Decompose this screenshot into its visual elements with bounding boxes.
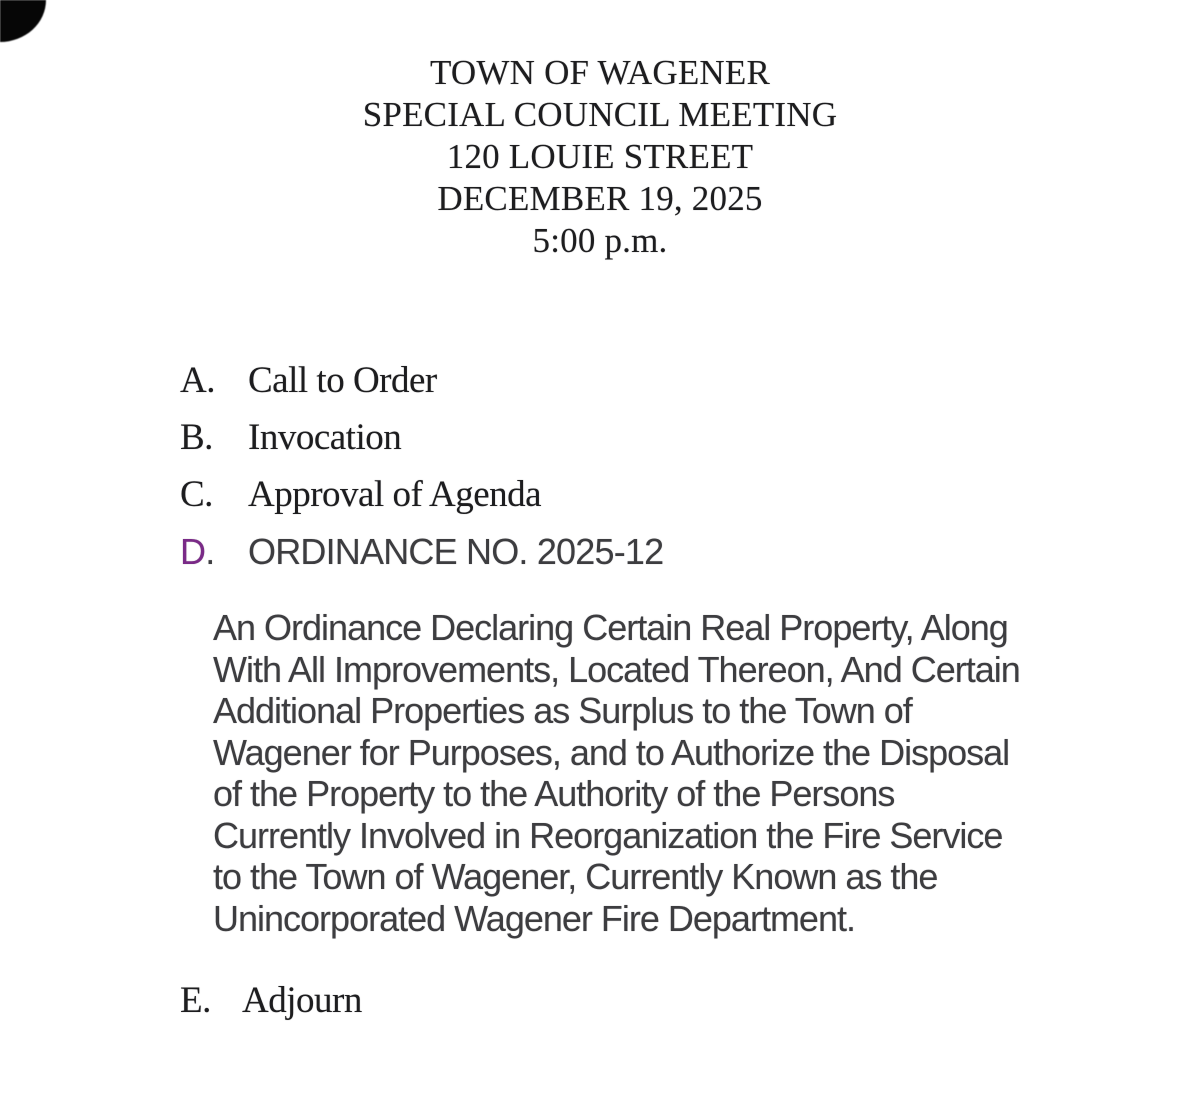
paragraph-line: Additional Properties as Surplus to the Town of xyxy=(213,690,912,731)
header-date: DECEMBER 19, 2025 xyxy=(437,179,763,218)
agenda-item-adjourn xyxy=(180,982,362,1019)
agenda-item-label: Adjourn xyxy=(242,980,362,1021)
corner-artifact xyxy=(0,0,46,42)
paragraph-line: Wagener for Purposes, and to Authorize the Disposal xyxy=(213,731,1010,773)
agenda-item-letter: C. xyxy=(180,474,213,515)
document-header xyxy=(0,52,1200,262)
paragraph-line: With All Improvements, Located Thereon, And Certain xyxy=(213,648,1020,690)
agenda-item-letter: E. xyxy=(180,980,211,1021)
agenda-item-letter: A. xyxy=(180,360,215,401)
agenda-item-letter-accent: D xyxy=(180,530,206,572)
agenda-item-label: Approval of Agenda xyxy=(248,474,542,515)
agenda-item-invocation xyxy=(180,409,663,466)
agenda-item-label: ORDINANCE NO. 2025-12 xyxy=(248,530,664,572)
agenda-item-label: Call to Order xyxy=(248,360,437,401)
agenda-item-label: Invocation xyxy=(248,417,402,458)
paragraph-line: Currently Involved in Reorganization the Fire Service xyxy=(213,814,1003,856)
ordinance-paragraph xyxy=(213,607,1020,939)
agenda-item-approval-of-agenda xyxy=(180,466,663,523)
agenda-item-letter-dot: . xyxy=(205,530,215,572)
agenda-item-letter: B. xyxy=(180,417,213,458)
header-meeting-type: SPECIAL COUNCIL MEETING xyxy=(362,95,838,134)
header-title: TOWN OF WAGENER xyxy=(429,53,771,92)
paragraph-line: Unincorporated Wagener Fire Department. xyxy=(213,897,855,939)
agenda-list xyxy=(180,352,663,580)
agenda-item-ordinance xyxy=(180,523,663,580)
header-time: 5:00 p.m. xyxy=(532,221,668,260)
header-address: 120 LOUIE STREET xyxy=(446,137,754,176)
paragraph-line: An Ordinance Declaring Certain Real Property, Along xyxy=(213,607,1008,648)
paragraph-line: to the Town of Wagener, Currently Known as the xyxy=(213,856,938,897)
agenda-item-call-to-order xyxy=(180,352,663,409)
agenda-item-letter xyxy=(180,531,248,573)
paragraph-line: of the Property to the Authority of the Persons xyxy=(213,773,895,814)
